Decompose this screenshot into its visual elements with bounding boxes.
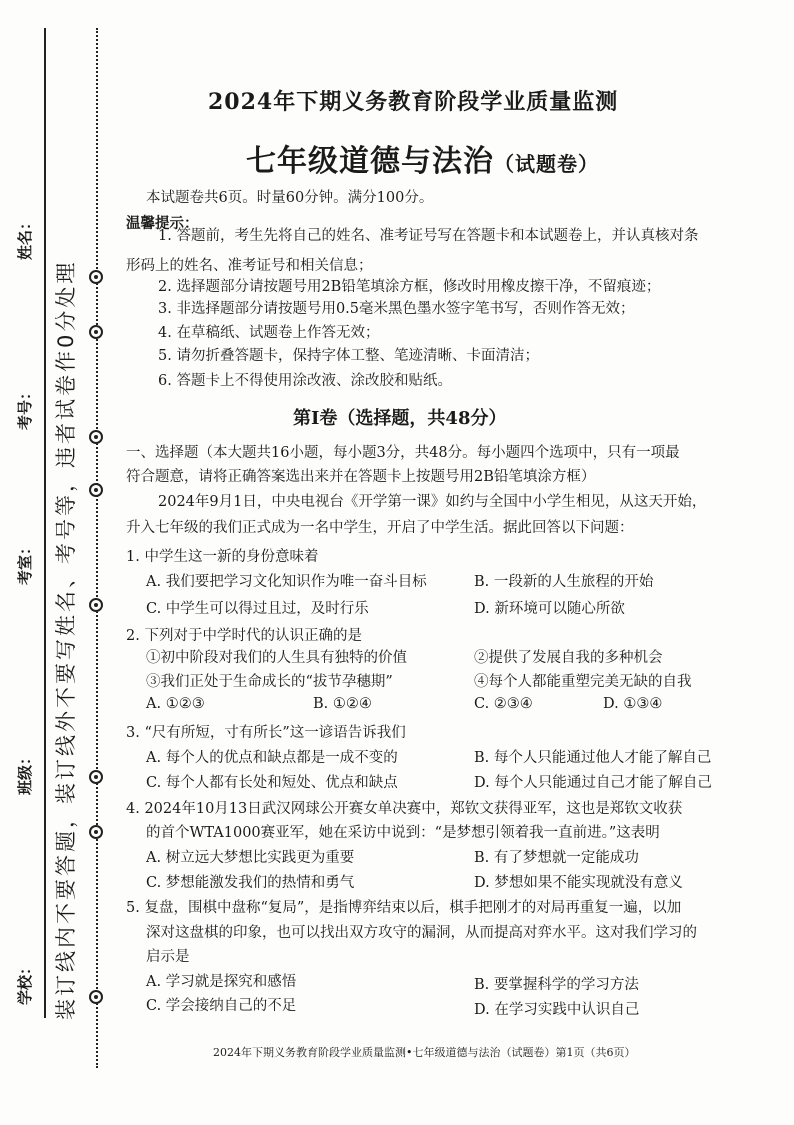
binding-hole-icon	[89, 430, 103, 444]
exam-info: 本试题卷共6页。时量60分钟。满分100分。	[146, 190, 434, 206]
reading-intro: 升入七年级的我们正式成为一名中学生，开启了中学生活。据此回答以下问题：	[126, 520, 634, 536]
id-label: 考号：	[16, 384, 34, 430]
option-c: C. 每个人都有长处和短处、优点和缺点	[146, 775, 398, 791]
option-b: B. 要掌握科学的学习方法	[474, 977, 639, 993]
section-instruction: 符合题意，请将正确答案选出来并在答题卡上按题号用2B铅笔填涂方框）	[126, 469, 596, 485]
option-a: A. ①②③	[146, 696, 205, 712]
option-c: C. ②③④	[474, 696, 533, 712]
option-c: C. 中学生可以得过且过，及时行乐	[146, 601, 369, 617]
binding-hole-icon	[89, 483, 103, 497]
class-label: 班级：	[16, 749, 34, 795]
option-b: B. 有了梦想就一定能成功	[474, 850, 639, 866]
option-d: D. ①③④	[603, 696, 663, 712]
binding-hole-icon	[89, 990, 103, 1004]
question-stem: 启示是	[146, 949, 190, 965]
notice-item: 2. 选择题部分请按题号用2B铅笔填涂方框，修改时用橡皮擦干净，不留痕迹；	[158, 279, 661, 295]
room-field[interactable]	[14, 410, 35, 585]
reading-intro: 2024年9月1日，中央电视台《开学第一课》如约与全国中小学生相见，从这天开始，	[158, 494, 707, 510]
notice-heading: 温馨提示：	[126, 215, 199, 232]
statement: ②提供了发展自我的多种机会	[474, 650, 663, 666]
name-label: 姓名：	[16, 214, 34, 260]
binding-hole-icon	[89, 825, 103, 839]
notice-item: 形码上的姓名、准考证号和相关信息；	[126, 258, 373, 274]
question-stem: 的首个WTA1000赛亚军，她在采访中说到：“是梦想引领着我一直前进。”这表明	[146, 825, 660, 841]
notice-item: 1. 答题前，考生先将自己的姓名、准考证号写在答题卡和本试题卷上，并认真核对条	[158, 228, 699, 244]
notice-item: 5. 请勿折叠答题卡，保持字体工整、笔迹清晰、卡面清洁；	[158, 348, 539, 364]
class-field[interactable]	[14, 620, 35, 795]
page-footer: 2024年下期义务教育阶段学业质量监测•七年级道德与法治（试题卷）第1页（共6页）	[213, 1046, 636, 1059]
question-stem: 4. 2024年10月13日武汉网球公开赛女单决赛中，郑钦文获得亚军，这也是郑钦文收获	[126, 801, 683, 817]
question-stem: 3. “尺有所短，寸有所长”这一谚语告诉我们	[126, 725, 406, 741]
option-a: A. 每个人的优点和缺点都是一成不变的	[146, 750, 398, 766]
binding-hole-icon	[89, 598, 103, 612]
binding-margin	[0, 0, 110, 1125]
notice-item: 4. 在草稿纸、试题卷上作答无效；	[158, 325, 380, 341]
binding-solid-line	[44, 28, 46, 1018]
section-instruction: 一、选择题（本大题共16小题，每小题3分，共48分。每小题四个选项中，只有一项最	[126, 445, 680, 461]
subject-subtitle: （试题卷）	[494, 152, 599, 176]
room-label: 考室：	[16, 539, 34, 585]
subject-name: 七年级道德与法治	[246, 144, 494, 179]
statement: ①初中阶段对我们的人生具有独特的价值	[146, 650, 407, 666]
statement: ④每个人都能重塑完美无缺的自我	[474, 674, 692, 690]
id-field[interactable]	[14, 255, 35, 430]
school-label: 学校：	[16, 959, 34, 1005]
notice-item: 6. 答题卡上不得使用涂改液、涂改胶和贴纸。	[158, 373, 452, 389]
option-a: A. 我们要把学习文化知识作为唯一奋斗目标	[146, 574, 427, 590]
option-b: B. 每个人只能通过他人才能了解自己	[474, 750, 712, 766]
option-c: C. 梦想能激发我们的热情和勇气	[146, 875, 355, 891]
name-field[interactable]	[14, 65, 35, 260]
option-a: A. 学习就是探究和感悟	[146, 974, 297, 990]
option-b: B. 一段新的人生旅程的开始	[474, 574, 654, 590]
question-stem: 5. 复盘，围棋中盘称“复局”，是指博弈结束以后，棋手把刚才的对局再重复一遍，以加	[126, 900, 682, 916]
question-stem: 深对这盘棋的印象，也可以找出双方攻守的漏洞，从而提高对弈水平。这对我们学习的	[146, 925, 697, 941]
exam-title: 2024年下期义务教育阶段学业质量监测	[208, 89, 619, 115]
statement: ③我们正处于生命成长的“拔节孕穗期”	[146, 674, 393, 690]
option-d: D. 梦想如果不能实现就没有意义	[474, 875, 683, 891]
binding-hole-icon	[89, 770, 103, 784]
option-a: A. 树立远大梦想比实践更为重要	[146, 850, 355, 866]
binding-hole-icon	[89, 325, 103, 339]
option-b: B. ①②④	[313, 696, 372, 712]
binding-dotted-line	[96, 28, 98, 1068]
question-stem: 2. 下列对于中学时代的认识正确的是	[126, 628, 362, 644]
binding-hole-icon	[89, 270, 103, 284]
section-title: 第Ⅰ卷（选择题，共48分）	[293, 408, 507, 429]
subject-title	[246, 136, 599, 180]
school-field[interactable]	[14, 810, 35, 1005]
option-d: D. 在学习实践中认识自己	[474, 1002, 640, 1018]
option-d: D. 每个人只能通过自己才能了解自己	[474, 775, 712, 791]
notice-item: 3. 非选择题部分请按题号用0.5毫米黑色墨水签字笔书写，否则作答无效；	[158, 301, 635, 317]
option-d: D. 新环境可以随心所欲	[474, 601, 625, 617]
binding-warning: 装订线内不要答题，装订线外不要写姓名、考号等，违者试卷作0分处理	[54, 259, 78, 1020]
question-stem: 1. 中学生这一新的身份意味着	[126, 549, 319, 565]
option-c: C. 学会接纳自己的不足	[146, 998, 297, 1014]
